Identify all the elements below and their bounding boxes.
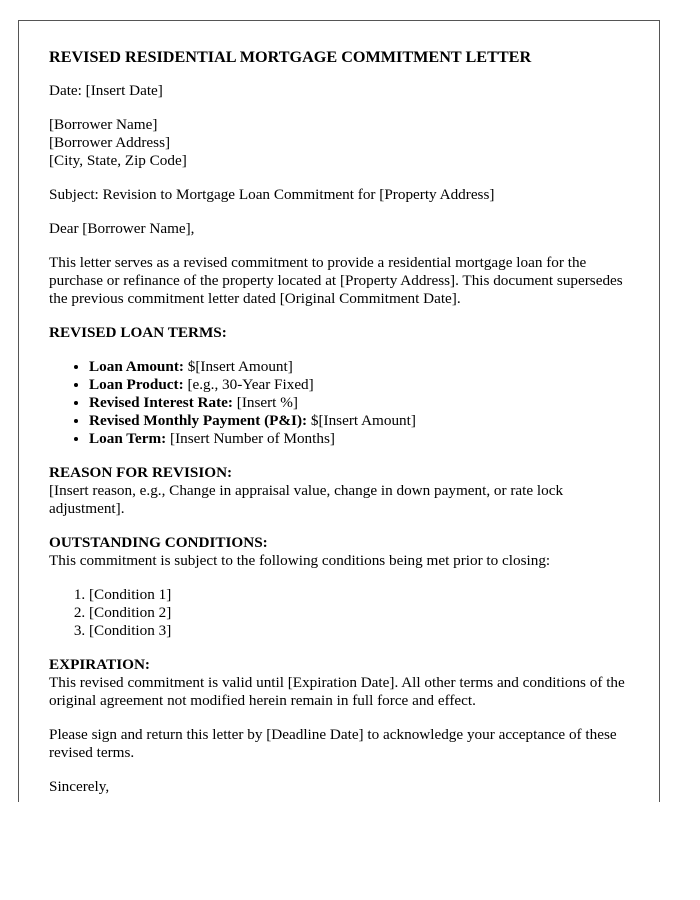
loan-terms-list — [49, 358, 639, 448]
loan-term-item — [89, 430, 639, 448]
reason-text: [Insert reason, e.g., Change in appraisal value, change in down payment, or rate lock adjustment]. — [49, 482, 564, 517]
loan-term-label: Loan Product: — [89, 376, 184, 393]
date-line: Date: [Insert Date] — [49, 82, 163, 99]
condition-item: 2. [Condition 2] — [89, 604, 639, 622]
loan-term-value: [Insert %] — [236, 394, 298, 411]
salutation: Dear [Borrower Name], — [49, 220, 195, 237]
loan-term-item — [89, 358, 639, 376]
loan-term-label: Loan Amount: — [89, 358, 184, 375]
expiration-heading: EXPIRATION: — [49, 656, 150, 673]
loan-term-value: $[Insert Amount] — [187, 358, 293, 375]
conditions-list — [49, 586, 639, 640]
borrower-address: [Borrower Address] — [49, 134, 171, 151]
letter-content — [49, 48, 639, 802]
conditions-intro: This commitment is subject to the following conditions being met prior to closing: — [49, 552, 551, 569]
borrower-city-state-zip: [City, State, Zip Code] — [49, 152, 187, 169]
loan-term-item — [89, 376, 639, 394]
loan-term-label: Loan Term: — [89, 430, 167, 447]
loan-terms-heading: REVISED LOAN TERMS: — [49, 324, 227, 341]
reason-heading: REASON FOR REVISION: — [49, 464, 233, 481]
expiration-text: This revised commitment is valid until [Expiration Date]. All other terms and conditions of the original agreement not modified herein remain in full force and effect. — [49, 674, 625, 709]
condition-item: 3. [Condition 3] — [89, 622, 639, 640]
closing-request: Please sign and return this letter by [Deadline Date] to acknowledge your acceptance of these revised terms. — [49, 726, 617, 761]
condition-item: 1. [Condition 1] — [89, 586, 639, 604]
letter-page — [18, 20, 660, 802]
intro-paragraph: This letter serves as a revised commitment to provide a residential mortgage loan for the purchase or refinance of the property located at [Property Address]. This document supersedes the previous commitment letter dated [Original Commitment Date]. — [49, 254, 623, 307]
letter-title: REVISED RESIDENTIAL MORTGAGE COMMITMENT LETTER — [49, 48, 532, 66]
loan-term-value: [Insert Number of Months] — [170, 430, 335, 447]
subject-line: Subject: Revision to Mortgage Loan Commitment for [Property Address] — [49, 186, 495, 203]
loan-term-label: Revised Interest Rate: — [89, 394, 233, 411]
loan-term-item — [89, 394, 639, 412]
borrower-name: [Borrower Name] — [49, 116, 158, 133]
conditions-heading: OUTSTANDING CONDITIONS: — [49, 534, 268, 551]
loan-term-item — [89, 412, 639, 430]
loan-term-label: Revised Monthly Payment (P&I): — [89, 412, 308, 429]
borrower-address-block — [49, 116, 639, 170]
signoff: Sincerely, — [49, 778, 110, 795]
loan-term-value: [e.g., 30-Year Fixed] — [187, 376, 314, 393]
loan-term-value: $[Insert Amount] — [310, 412, 416, 429]
